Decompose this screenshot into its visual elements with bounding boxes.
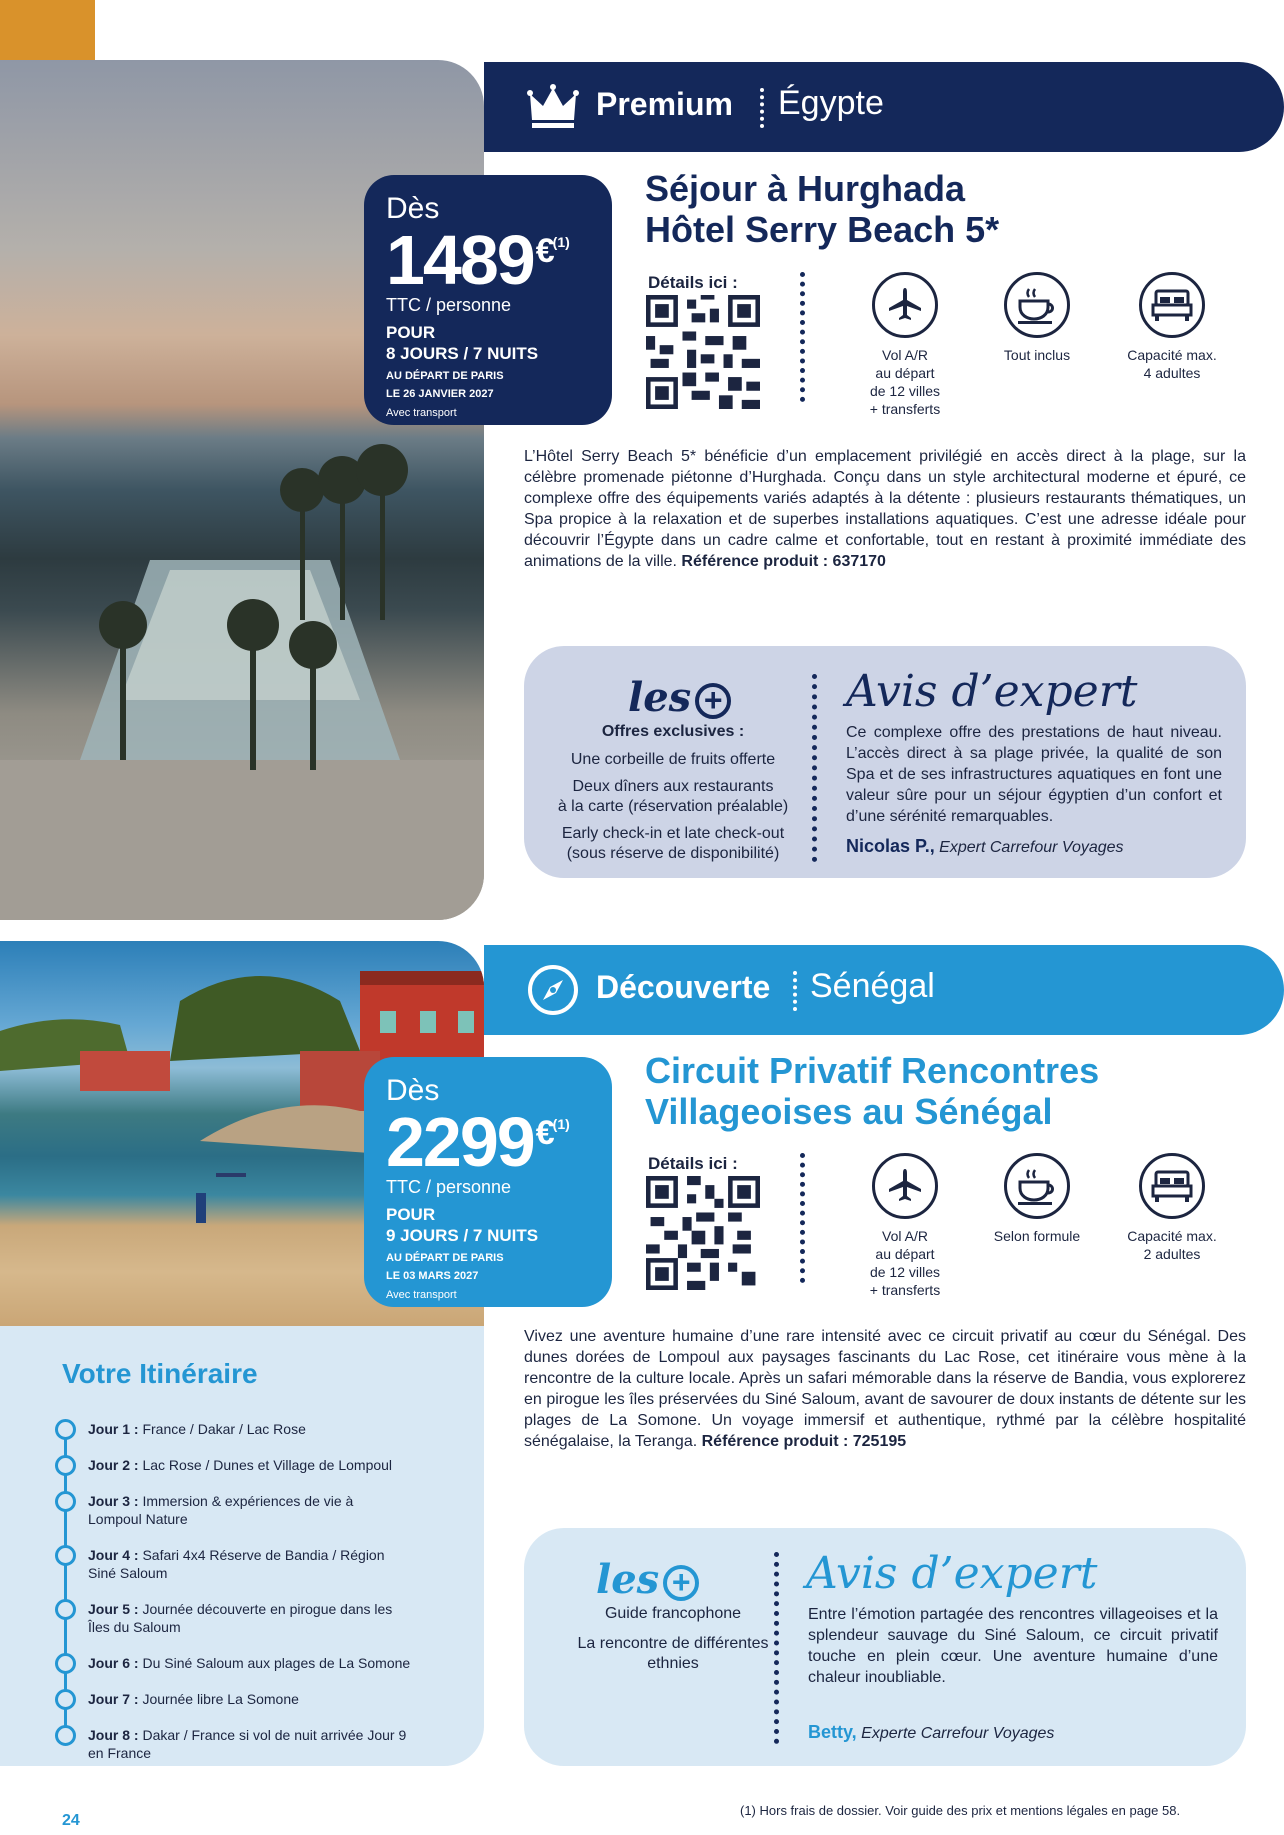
details-label: Détails ici :: [648, 1154, 738, 1173]
expert-name: Betty,: [808, 1722, 857, 1742]
price-value: 1489: [386, 221, 534, 299]
plus-icon: +: [695, 683, 731, 719]
price-unit: TTC / personne: [386, 295, 512, 315]
step-text: Dakar / France si vol de nuit arrivée Jour 9 en France: [88, 1727, 407, 1761]
box-divider: [812, 674, 817, 862]
expert-box: [524, 646, 1246, 878]
feature-capacity: [1097, 1153, 1247, 1263]
crown-icon: [526, 80, 580, 134]
plus-icon: +: [663, 1565, 699, 1601]
feature-board: [962, 1153, 1112, 1245]
description-text: L’Hôtel Serry Beach 5* bénéficie d’un emplacement privilégié en accès direct à la plage, sur la célèbre promenade piétonne d’Hurghada. Conçu dans un style architectural moderne et épuré, ce complexe offre des équipements variés adaptés à la détente : plusieurs restaurants thématiques, un Spa propice à la relaxation et de superbes installations aquatiques. C’est une adresse idéale pour découvrir l’Égypte dans un cadre calme et confortable, tout en restant à proximité immédiate des animations de la ville.: [524, 448, 1246, 570]
bed-icon: [1139, 272, 1205, 338]
avis-expert-heading: Avis d’expert: [846, 666, 1138, 717]
category-label: Premium: [596, 86, 733, 122]
plane-icon: [872, 1153, 938, 1219]
offer-title-line-2: Hôtel Serry Beach 5*: [645, 209, 1000, 250]
price-amount: [386, 1103, 590, 1181]
itinerary-panel: [0, 1326, 484, 1766]
category-banner-premium: [484, 62, 1284, 152]
duration-prefix: POUR: [386, 323, 436, 342]
expert-box: [524, 1528, 1246, 1766]
step-text: Safari 4x4 Réserve de Bandia / Région Siné Saloum: [88, 1547, 385, 1581]
banner-separator: [793, 971, 797, 1011]
transport-note: Avec transport: [386, 1289, 457, 1301]
timeline-dot: [55, 1545, 76, 1566]
itinerary-step: [88, 1456, 458, 1474]
step-day: Jour 4 :: [88, 1547, 139, 1563]
feature-label: Selon formule: [993, 1228, 1081, 1244]
les-plus-heading: [596, 1556, 699, 1603]
timeline-dot: [55, 1725, 76, 1746]
feature-label: Vol A/R au départ de 12 villes + transferts: [869, 1228, 941, 1298]
offer-title: [645, 1050, 1099, 1132]
feature-board: [962, 272, 1112, 364]
plus-item: Une corbeille de fruits offerte: [570, 751, 776, 768]
feature-flight: [830, 272, 980, 418]
plus-heading: Offres exclusives :: [601, 723, 745, 740]
plus-item: La rencontre de différentes ethnies: [577, 1635, 769, 1672]
itinerary-step: [88, 1492, 408, 1528]
step-text: Lac Rose / Dunes et Village de Lompoul: [142, 1457, 393, 1473]
duration: [386, 1204, 590, 1246]
step-text: Du Siné Saloum aux plages de La Somone: [142, 1655, 411, 1671]
step-day: Jour 6 :: [88, 1655, 139, 1671]
itinerary-step: [88, 1654, 458, 1672]
offer-title-line-1: Circuit Privatif Rencontres: [645, 1050, 1100, 1091]
offer-title: [645, 168, 999, 250]
expert-role: Experte Carrefour Voyages: [861, 1725, 1055, 1742]
compass-icon: [526, 963, 580, 1017]
price-currency: €: [535, 1114, 553, 1152]
itinerary-step: [88, 1726, 408, 1762]
feature-label: Tout inclus: [1003, 347, 1071, 363]
expert-signature: [808, 1722, 1054, 1743]
step-day: Jour 1 :: [88, 1421, 139, 1437]
itinerary-step: [88, 1600, 408, 1636]
expert-name: Nicolas P.,: [846, 836, 935, 856]
product-reference: Référence produit : 637170: [681, 553, 886, 570]
departure-date: LE 26 JANVIER 2027: [386, 388, 494, 400]
plus-list: [548, 722, 798, 871]
transport-note: Avec transport: [386, 407, 457, 419]
les-plus-label: les: [596, 1556, 660, 1603]
itinerary-title: Votre Itinéraire: [62, 1358, 258, 1389]
destination-label: Égypte: [778, 84, 884, 122]
destination-label: Sénégal: [810, 967, 935, 1005]
price-footnote-marker: (1): [552, 1116, 570, 1132]
box-divider: [774, 1552, 779, 1744]
cup-icon: [1004, 1153, 1070, 1219]
price-from: Dès: [386, 1074, 440, 1107]
departure-city: AU DÉPART DE PARIS: [386, 1252, 504, 1264]
price-amount: [386, 221, 590, 299]
duration-value: 9 JOURS / 7 NUITS: [386, 1226, 539, 1245]
plus-item: Guide francophone: [604, 1605, 742, 1622]
details-divider: [800, 272, 805, 402]
step-text: France / Dakar / Lac Rose: [142, 1421, 306, 1437]
step-text: Journée découverte en pirogue dans les Îles du Saloum: [88, 1601, 393, 1635]
details-label: Détails ici :: [648, 273, 738, 292]
feature-capacity: [1097, 272, 1247, 382]
plus-item: Deux dîners aux restaurants à la carte (réservation préalable): [557, 778, 789, 815]
step-text: Journée libre La Somone: [142, 1691, 299, 1707]
itinerary-step: [88, 1546, 408, 1582]
les-plus-heading: [628, 674, 731, 721]
step-day: Jour 5 :: [88, 1601, 139, 1617]
price-block: [364, 1057, 612, 1307]
timeline-dot: [55, 1491, 76, 1512]
plus-list: [548, 1604, 798, 1681]
timeline-dot: [55, 1455, 76, 1476]
timeline-dot: [55, 1653, 76, 1674]
step-text: Immersion & expériences de vie à Lompoul Nature: [88, 1493, 354, 1527]
duration-value: 8 JOURS / 7 NUITS: [386, 344, 539, 363]
expert-signature: [846, 836, 1124, 857]
qr-code[interactable]: [646, 1176, 760, 1290]
category-banner-decouverte: [484, 945, 1284, 1035]
feature-label: Vol A/R au départ de 12 villes + transferts: [869, 347, 941, 417]
expert-role: Expert Carrefour Voyages: [939, 839, 1124, 856]
offer-title-line-1: Séjour à Hurghada: [645, 168, 966, 209]
departure: [386, 1249, 590, 1285]
description-text: Vivez une aventure humaine d’une rare intensité avec ce circuit privatif au cœur du Sénégal. Des dunes dorées de Lompoul aux paysages fascinants du Lac Rose, cet itinéraire vous mène à la rencontre de la culture locale. Après un safari mémorable dans la réserve de Bandia, vous explorerez en pirogue les îles préservées du Siné Saloum, avant de savourer de doux instants de détente sur les plages de La Somone. Un voyage immersif et authentique, rythmé par la célèbre hospitalité sénégalaise, la Teranga.: [524, 1328, 1246, 1450]
category-label: Découverte: [596, 969, 771, 1005]
bed-icon: [1139, 1153, 1205, 1219]
itinerary-step: [88, 1690, 458, 1708]
product-reference: Référence produit : 725195: [701, 1433, 907, 1450]
expert-text: Entre l’émotion partagée des rencontres villageoises et la splendeur sauvage du Siné Saloum, ce circuit privatif touche en plein cœur. Une aventure humaine d’une chaleur inoubliable.: [808, 1606, 1218, 1686]
itinerary-step: [88, 1420, 458, 1438]
qr-code[interactable]: [646, 295, 760, 409]
step-day: Jour 7 :: [88, 1691, 139, 1707]
step-day: Jour 3 :: [88, 1493, 139, 1509]
feature-flight: [830, 1153, 980, 1299]
offer-description: [524, 446, 1246, 572]
cup-icon: [1004, 272, 1070, 338]
feature-label: Capacité max. 2 adultes: [1127, 1228, 1217, 1262]
duration-prefix: POUR: [386, 1205, 436, 1224]
timeline-dot: [55, 1419, 76, 1440]
offer-description: [524, 1326, 1246, 1452]
plus-item: Early check-in et late check-out (sous réserve de disponibilité): [561, 825, 785, 862]
plane-icon: [872, 272, 938, 338]
step-day: Jour 2 :: [88, 1457, 139, 1473]
page-number: 24: [62, 1812, 80, 1829]
offer-title-line-2: Villageoises au Sénégal: [645, 1091, 1053, 1132]
price-block: [364, 175, 612, 425]
price-unit: TTC / personne: [386, 1177, 512, 1197]
departure-city: AU DÉPART DE PARIS: [386, 370, 504, 382]
duration: [386, 322, 590, 364]
price-footnote-marker: (1): [552, 234, 570, 250]
details-divider: [800, 1153, 805, 1283]
avis-expert-heading: Avis d’expert: [806, 1548, 1098, 1599]
price-from: Dès: [386, 192, 440, 225]
timeline-dot: [55, 1689, 76, 1710]
timeline-dot: [55, 1599, 76, 1620]
price-currency: €: [535, 232, 553, 270]
step-day: Jour 8 :: [88, 1727, 139, 1743]
banner-separator: [760, 88, 764, 128]
les-plus-label: les: [628, 674, 692, 721]
departure: [386, 367, 590, 403]
departure-date: LE 03 MARS 2027: [386, 1270, 479, 1282]
price-value: 2299: [386, 1103, 534, 1181]
feature-label: Capacité max. 4 adultes: [1127, 347, 1217, 381]
legal-footnote: (1) Hors frais de dossier. Voir guide des prix et mentions légales en page 58.: [740, 1803, 1181, 1818]
expert-text: Ce complexe offre des prestations de haut niveau. L’accès direct à sa plage privée, la qualité de son Spa et de ses infrastructures aquatiques en font une valeur sûre pour un séjour égyptien d’un confort et d’une sérénité remarquables.: [846, 724, 1222, 825]
